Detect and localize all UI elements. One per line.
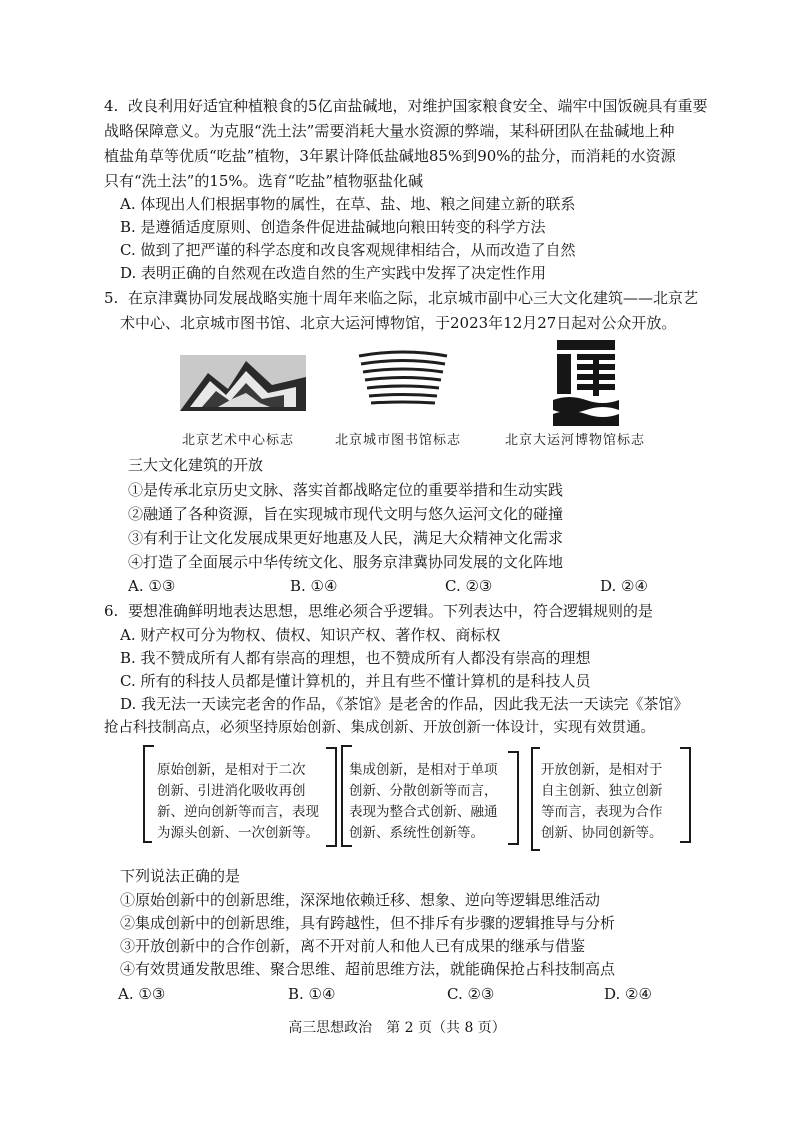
- beijing-art-center-logo: [180, 355, 306, 411]
- q4-stem-line-3: 植盐角草等优质“吃盐”植物，3年累计降低盐碱地85%到90%的盐分，而消耗的水资源: [104, 147, 676, 165]
- q6-option-b: B. 我不赞成所有人都有崇高的理想，也不赞成所有人都没有崇高的理想: [120, 649, 591, 667]
- q5-choice-a: A. ①③: [128, 577, 176, 595]
- q5-item-3: ③有利于让文化发展成果更好地惠及人民，满足大众精神文化需求: [128, 529, 564, 547]
- q5-choice-c: C. ②③: [445, 577, 493, 595]
- grand-canal-museum-logo: [553, 338, 619, 426]
- logo-caption-canal-museum: 北京大运河博物馆标志: [505, 433, 646, 448]
- q5-item-1: ①是传承北京历史文脉、落实首都战略定位的重要举措和生动实践: [128, 481, 564, 499]
- box-open-line-1: 开放创新，是相对于: [541, 762, 663, 778]
- q4-stem-line-4: 只有“洗土法”的15%。选育“吃盐”植物驱盐化碱: [104, 172, 424, 190]
- q4-option-d: D. 表明正确的自然观在改造自然的生产实践中发挥了决定性作用: [120, 264, 547, 282]
- logo-caption-art-center: 北京艺术中心标志: [182, 433, 295, 448]
- q6-option-d: D. 我无法一天读完老舍的作品，《茶馆》是老舍的作品，因此我无法一天读完《茶馆》: [120, 695, 689, 713]
- q6-stem: 要想准确鲜明地表达思想，思维必须合乎逻辑。下列表达中，符合逻辑规则的是: [128, 602, 654, 620]
- q6-option-a: A. 财产权可分为物权、债权、知识产权、著作权、商标权: [120, 626, 501, 644]
- box-original-innovation: [157, 760, 319, 844]
- q5-item-4: ④打造了全面展示中华传统文化、服务京津冀协同发展的文化阵地: [128, 553, 564, 571]
- q5-stem-line-2: 术中心、北京城市图书馆、北京大运河博物馆，于2023年12月27日起对公众开放。: [120, 314, 677, 332]
- q7-item-3: ③开放创新中的合作创新，离不开对前人和他人已有成果的继承与借鉴: [120, 937, 586, 955]
- box-original-line-3: 新、逆向创新等而言，表现: [157, 804, 319, 820]
- q5-number: 5.: [104, 289, 119, 307]
- q5-choice-d: D. ②④: [600, 577, 648, 595]
- q7-item-2: ②集成创新中的创新思维，具有跨越性，但不排斥有步骤的逻辑推导与分析: [120, 914, 616, 932]
- q7-choice-a: A. ①③: [118, 985, 166, 1003]
- q5-stem-line-1: 在京津冀协同发展战略实施十周年来临之际，北京城市副中心三大文化建筑——北京艺: [128, 289, 699, 307]
- q4-option-a: A. 体现出人们根据事物的属性，在草、盐、地、粮之间建立新的联系: [120, 195, 576, 213]
- q5-lead: 三大文化建筑的开放: [128, 456, 264, 474]
- q6-number: 6.: [104, 602, 119, 620]
- q7-choice-d: D. ②④: [604, 985, 652, 1003]
- box-open-line-4: 创新、协同创新等。: [541, 825, 663, 841]
- q7-choice-b: B. ①④: [288, 985, 336, 1003]
- box-original-line-2: 创新、引进消化吸收再创: [157, 783, 306, 799]
- q7-item-1: ①原始创新中的创新思维，深深地依赖迁移、想象、逆向等逻辑思维活动: [120, 891, 601, 909]
- box-integrated-line-4: 创新、系统性创新等。: [349, 825, 484, 841]
- box-integrated-line-2: 创新、分散创新等而言，: [349, 783, 498, 799]
- q7-stem: 抢占科技制高点，必须坚持原始创新、集成创新、开放创新一体设计，实现有效贯通。: [104, 720, 655, 736]
- box-open-line-3: 等而言，表现为合作: [541, 804, 663, 820]
- q4-number: 4.: [104, 97, 119, 115]
- box-original-line-1: 原始创新，是相对于二次: [157, 762, 306, 778]
- page-footer: 高三思想政治 第 2 页（共 8 页）: [288, 1020, 506, 1036]
- box-integrated-line-1: 集成创新，是相对于单项: [349, 762, 498, 778]
- q7-lead: 下列说法正确的是: [120, 867, 241, 885]
- q4-option-c: C. 做到了把严谨的科学态度和改良客观规律相结合，从而改造了自然: [120, 241, 576, 259]
- q4-option-b: B. 是遵循适度原则、创造条件促进盐碱地向粮田转变的科学方法: [120, 218, 546, 236]
- q4-stem-line-2: 战略保障意义。为克服“洗土法”需要消耗大量水资源的弊端，某科研团队在盐碱地上种: [104, 122, 675, 140]
- box-integrated-innovation: [349, 760, 498, 844]
- box-open-innovation: [541, 760, 663, 844]
- q5-item-2: ②融通了各种资源，旨在实现城市现代文明与悠久运河文化的碰撞: [128, 505, 564, 523]
- logo-caption-city-library: 北京城市图书馆标志: [335, 433, 462, 448]
- q7-item-4: ④有效贯通发散思维、聚合思维、超前思维方法，就能确保抢占科技制高点: [120, 960, 616, 978]
- box-original-line-4: 为源头创新、一次创新等。: [157, 825, 319, 841]
- q7-choice-c: C. ②③: [447, 985, 495, 1003]
- q4-stem-line-1: 改良利用好适宜种植粮食的5亿亩盐碱地，对维护国家粮食安全、端牢中国饭碗具有重要: [128, 97, 708, 115]
- q6-option-c: C. 所有的科技人员都是懂计算机的，并且有些不懂计算机的是科技人员: [120, 672, 591, 690]
- beijing-city-library-logo: [357, 348, 449, 406]
- q5-choice-b: B. ①④: [290, 577, 338, 595]
- box-integrated-line-3: 表现为整合式创新、融通: [349, 804, 498, 820]
- box-open-line-2: 自主创新、独立创新: [541, 783, 663, 799]
